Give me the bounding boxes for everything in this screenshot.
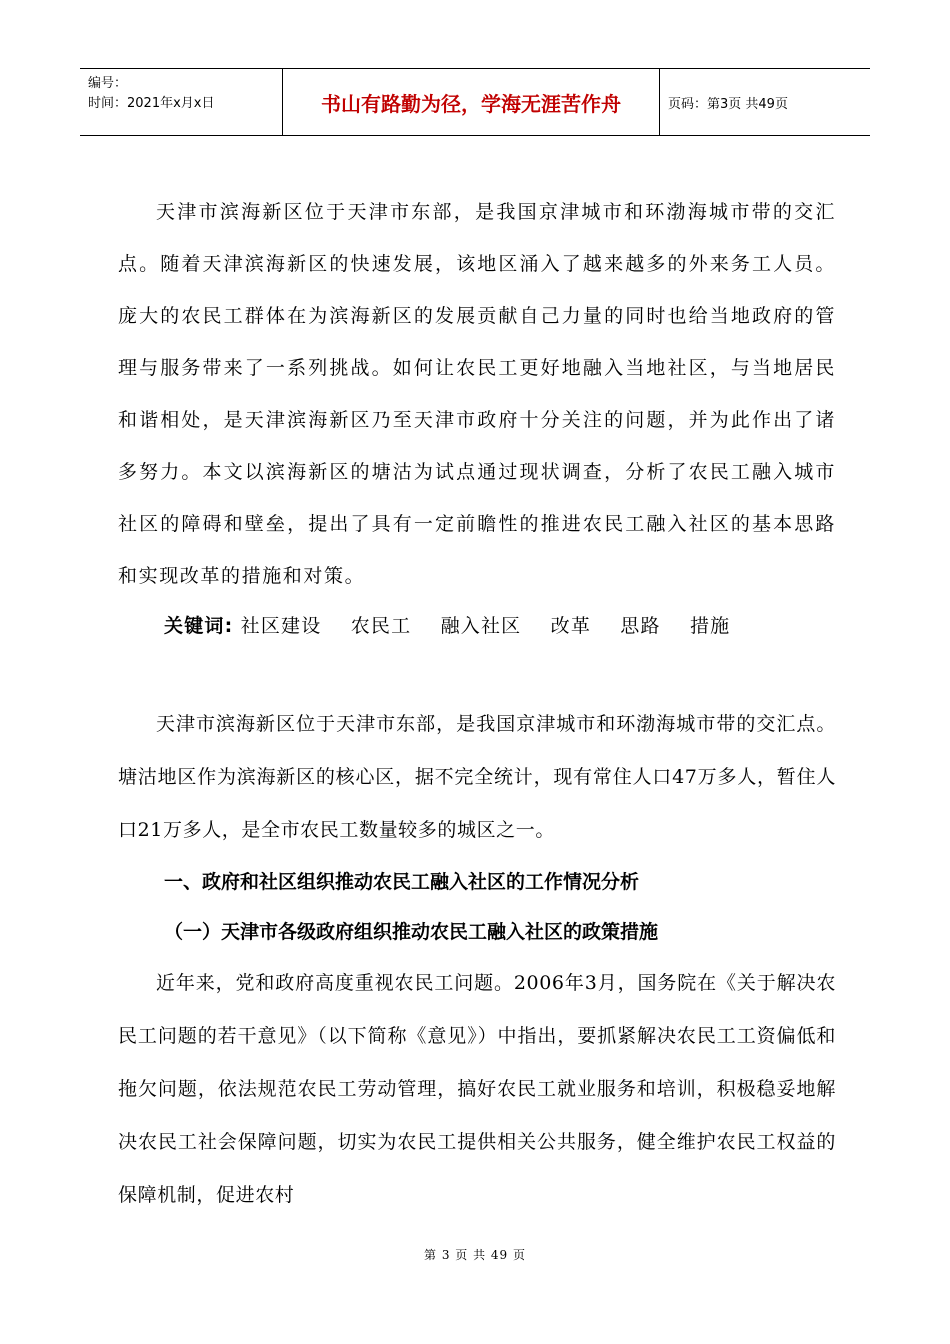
header-date: 时间：2021年x月x日	[88, 96, 215, 111]
header-motto: 书山有路勤为径，学海无涯苦作舟	[282, 69, 660, 135]
keywords-label: 关键词:	[164, 615, 234, 637]
section-spacer	[118, 650, 836, 698]
keyword-item: 社区建设	[240, 615, 322, 637]
keyword-item: 改革	[550, 615, 592, 637]
keywords-line	[118, 602, 836, 650]
subsection-heading: （一）天津市各级政府组织推动农民工融入社区的政策措施	[164, 921, 659, 943]
header-number-label: 编号：	[88, 76, 128, 91]
abstract-paragraph: 天津市滨海新区位于天津市东部，是我国京津城市和环渤海城市带的交汇点。随着天津滨海新区的快速发展，该地区涌入了越来越多的外来务工人员。庞大的农民工群体在为滨海新区的发展贡献自己力量的同时也给当地政府的管理与服务带来了一系列挑战。如何让农民工更好地融入当地社区，与当地居民和谐相处，是天津滨海新区乃至天津市政府十分关注的问题，并为此作出了诸多努力。本文以滨海新区的塘沽为试点通过现状调查，分析了农民工融入城市社区的障碍和壁垒，提出了具有一定前瞻性的推进农民工融入社区的基本思路和实现改革的措施和对策。	[118, 201, 836, 587]
keyword-item: 思路	[620, 615, 661, 637]
keyword-item: 融入社区	[440, 615, 522, 637]
section-heading: 一、政府和社区组织推动农民工融入社区的工作情况分析	[164, 871, 640, 893]
page-header	[80, 68, 870, 136]
page-footer: 第 3 页 共 49 页	[424, 1248, 526, 1262]
body-paragraph: 近年来，党和政府高度重视农民工问题。2006年3月，国务院在《关于解决农民工问题的若干意见》（以下简称《意见》）中指出，要抓紧解决农民工工资偏低和拖欠问题，依法规范农民工劳动管理，搞好农民工就业服务和培训，积极稳妥地解决农民工社会保障问题，切实为农民工提供相关公共服务，健全维护农民工权益的保障机制，促进农村	[118, 972, 836, 1206]
document-body	[118, 186, 836, 1222]
intro-paragraph: 天津市滨海新区位于天津市东部，是我国京津城市和环渤海城市带的交汇点。塘沽地区作为滨海新区的核心区，据不完全统计，现有常住人口47万多人，暂住人口21万多人，是全市农民工数量较多的城区之一。	[118, 713, 836, 841]
keyword-item: 农民工	[350, 615, 412, 637]
header-page-info: 页码：第3页 共49页	[668, 96, 788, 112]
keyword-item: 措施	[689, 615, 731, 637]
header-meta	[80, 69, 282, 135]
